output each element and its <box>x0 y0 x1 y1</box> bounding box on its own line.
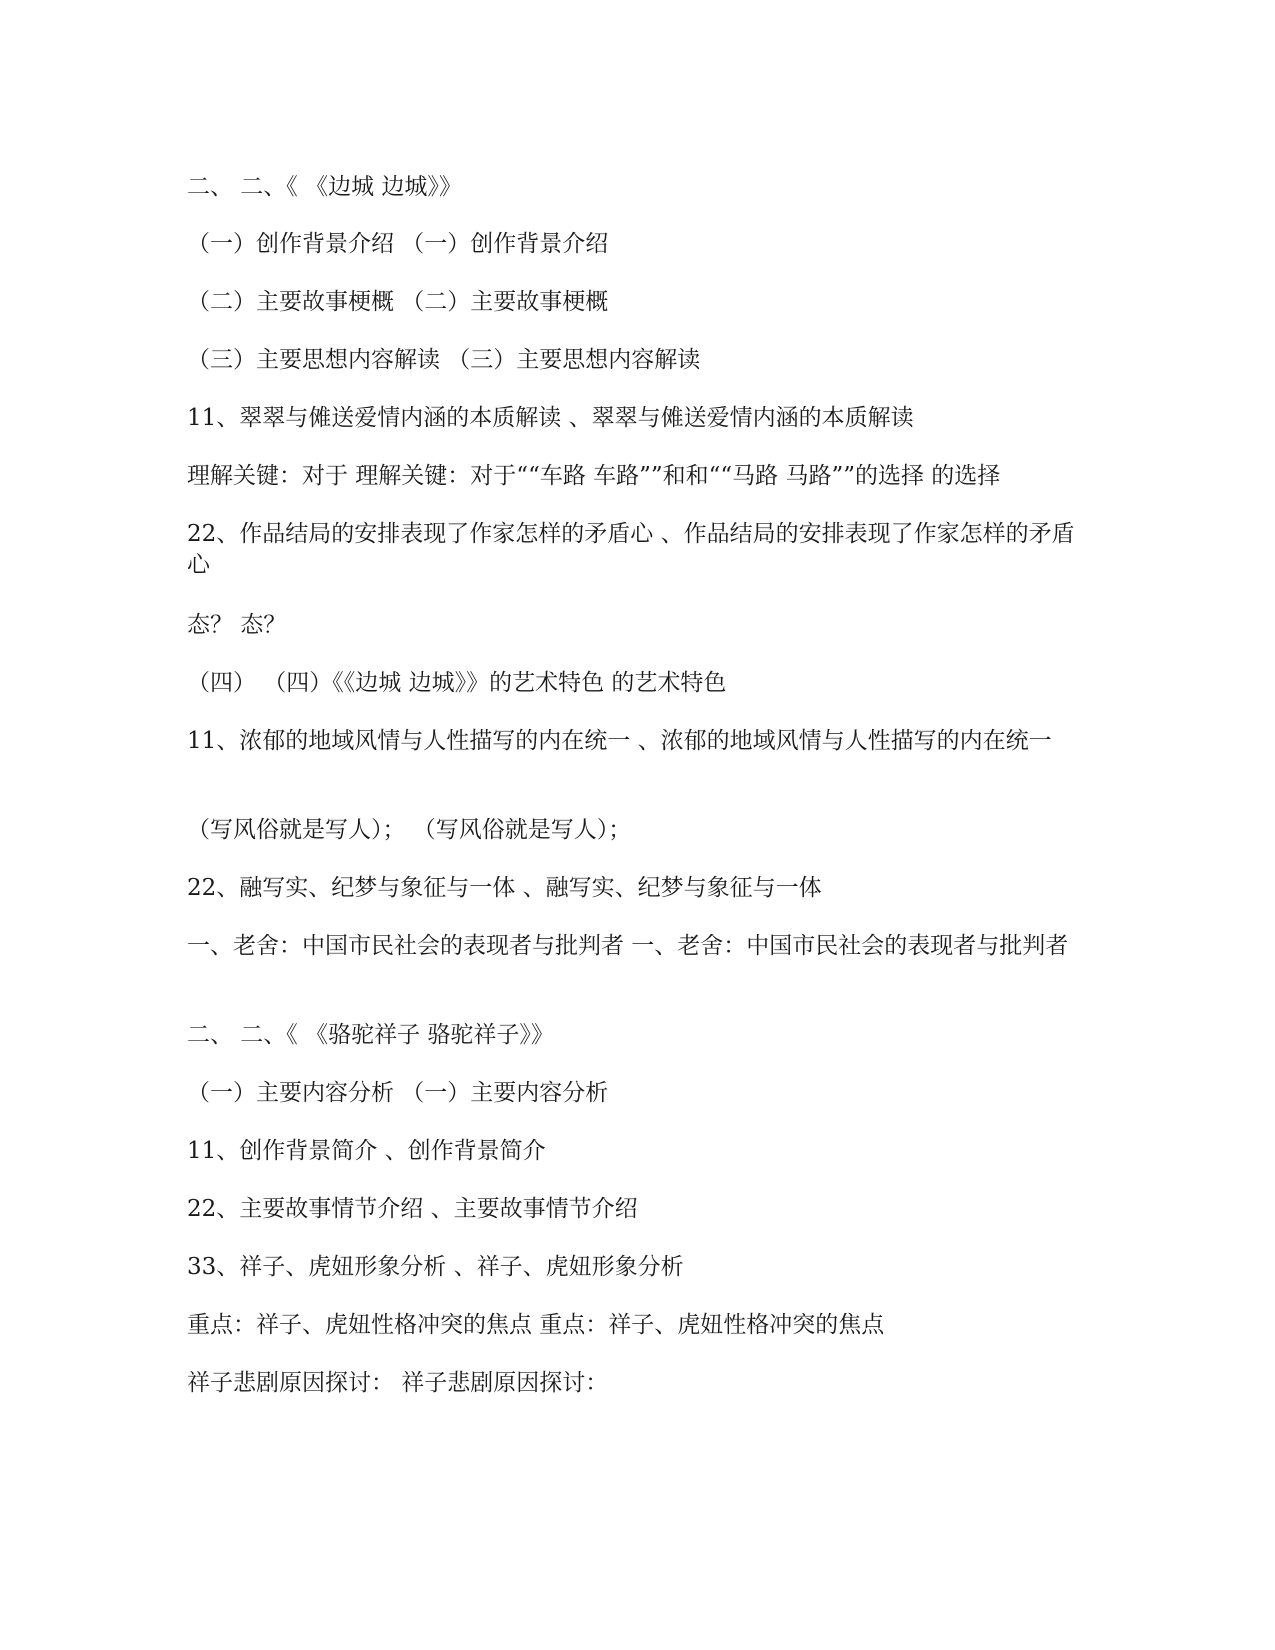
list-item-regional-customs: 11、浓郁的地域风情与人性描写的内在统一 、浓郁的地域风情与人性描写的内在统一 <box>187 728 1052 754</box>
subheading-theme-interpretation: （三）主要思想内容解读 （三）主要思想内容解读 <box>187 347 701 373</box>
text-continuation-state: 态？ 态？ <box>187 612 287 638</box>
list-item-love-essence: 11、翠翠与傩送爱情内涵的本质解读 、翠翠与傩送爱情内涵的本质解读 <box>187 405 914 431</box>
text-key-conflict: 重点：祥子、虎妞性格冲突的焦点 重点：祥子、虎妞性格冲突的焦点 <box>187 1312 885 1338</box>
section-heading-laoshe: 一、老舍：中国市民社会的表现者与批判者 一、老舍：中国市民社会的表现者与批判者 <box>187 933 1069 959</box>
text-customs-people: （写风俗就是写人）； （写风俗就是写人）； <box>187 817 632 843</box>
section-heading-biancheng: 二、 二、《 《边城 边城》》 <box>187 174 462 200</box>
list-item-plot-intro: 22、主要故事情节介绍 、主要故事情节介绍 <box>187 1196 638 1222</box>
subheading-story-summary: （二）主要故事梗概 （二）主要故事梗概 <box>187 289 609 315</box>
subheading-background: （一）创作背景介绍 （一）创作背景介绍 <box>187 231 609 257</box>
subheading-main-content: （一）主要内容分析 （一）主要内容分析 <box>187 1080 609 1106</box>
list-item-character-analysis: 33、祥子、虎妞形象分析 、祥子、虎妞形象分析 <box>187 1254 684 1280</box>
section-heading-luotuo-xiangzi: 二、 二、《 《骆驼祥子 骆驼祥子》》 <box>187 1022 554 1048</box>
text-tragedy-causes: 祥子悲剧原因探讨： 祥子悲剧原因探讨： <box>187 1370 609 1396</box>
list-item-ending-contradiction: 22、作品结局的安排表现了作家怎样的矛盾心 、作品结局的安排表现了作家怎样的矛盾心 <box>187 521 1075 578</box>
text-key-understanding: 理解关键：对于 理解关键：对于““车路 车路””和和““马路 马路””的选择 的选择 <box>187 463 1001 489</box>
list-item-realism-symbolism: 22、融写实、纪梦与象征与一体 、融写实、纪梦与象征与一体 <box>187 875 822 901</box>
list-item-background-intro: 11、创作背景简介 、创作背景简介 <box>187 1138 546 1164</box>
subheading-artistic-features: （四） （四）《《边城 边城》》的艺术特色 的艺术特色 <box>187 670 727 696</box>
